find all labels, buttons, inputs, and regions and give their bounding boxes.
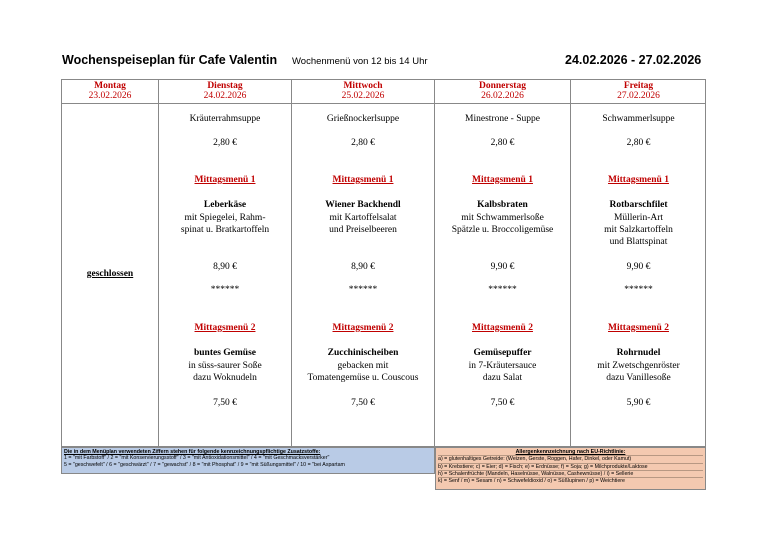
allergen-line: a) = glutenhaltiges Getreide: (Weizen, Gerste, Roggen, Hafer, Dinkel, oder Kamut) bbox=[438, 455, 703, 462]
menu1-label-text: Mittagsmenü 1 bbox=[332, 175, 394, 185]
allergen-legend bbox=[435, 447, 706, 490]
separator-stars: ****** bbox=[624, 285, 653, 295]
column-header bbox=[292, 80, 434, 104]
additives-legend bbox=[61, 447, 435, 474]
menu2-label-text: Mittagsmenü 2 bbox=[194, 323, 256, 333]
soup-price: 2,80 € bbox=[490, 138, 515, 148]
menu1-desc-line: mit Spiegelei, Rahm- bbox=[184, 213, 266, 223]
allergen-line: h) = Schalenfrüchte (Mandeln, Haselnüsse, Walnüsse, Cashewnüsse) / i) = Sellerie bbox=[438, 470, 703, 477]
page-subtitle: Wochenmenü von 12 bis 14 Uhr bbox=[292, 56, 428, 67]
day-date: 23.02.2026 bbox=[88, 91, 132, 101]
soup-price: 2,80 € bbox=[626, 138, 651, 148]
day-date: 25.02.2026 bbox=[341, 91, 385, 101]
column-header bbox=[62, 80, 158, 104]
menu2-label bbox=[159, 322, 291, 335]
menu1-price: 8,90 € bbox=[351, 262, 375, 272]
menu2-desc-line: dazu Woknudeln bbox=[193, 373, 257, 383]
soup-price: 2,80 € bbox=[213, 138, 237, 148]
menu2-label bbox=[435, 322, 570, 335]
menu2-price: 7,50 € bbox=[351, 398, 375, 408]
menu2-price: 7,50 € bbox=[490, 398, 515, 408]
column-header bbox=[435, 80, 570, 104]
menu1-dish: Kalbsbraten bbox=[477, 200, 528, 210]
allergen-line: b) = Krebstiere; c) = Eier; d) = Fisch; e) = Erdnüsse; f) = Soja; g) = Milchprodukte/Laktose bbox=[438, 463, 703, 470]
menu2-label-text: Mittagsmenü 2 bbox=[332, 323, 394, 333]
menu1-label bbox=[159, 174, 291, 187]
menu2-dish: Gemüsepuffer bbox=[473, 348, 532, 358]
additives-line: 5 = "geschwefelt" / 6 = "geschwärzt" / 7 = "gewachst" / 8 = "mit Phosphat" / 9 = "mit Süßungsmittel" / 10 = "bei Aspartam bbox=[64, 461, 345, 468]
menu1-dish: Leberkäse bbox=[203, 200, 247, 210]
day-name: Dienstag bbox=[207, 81, 243, 91]
menu1-label bbox=[435, 174, 570, 187]
menu1-desc-line: und Preiselbeeren bbox=[329, 225, 397, 235]
menu1-price: 8,90 € bbox=[213, 262, 237, 272]
soup-name: Minestrone - Suppe bbox=[465, 114, 540, 124]
menu1-label-text: Mittagsmenü 1 bbox=[472, 175, 533, 185]
menu1-label-text: Mittagsmenü 1 bbox=[194, 175, 256, 185]
column-monday bbox=[62, 80, 159, 446]
menu1-dish: Rotbarschfilet bbox=[609, 200, 668, 210]
menu2-dish: Zucchinischeiben bbox=[327, 348, 399, 358]
menu1-desc-line: mit Salzkartoffeln bbox=[604, 225, 673, 235]
column-dienstag bbox=[159, 80, 292, 446]
date-range: 24.02.2026 - 27.02.2026 bbox=[565, 53, 702, 67]
menu1-desc-line: mit Schwammerlsoße bbox=[461, 213, 544, 223]
menu1-dish: Wiener Backhendl bbox=[325, 200, 401, 210]
allergen-line: k) = Senf / m) = Sesam / n) = Schwefeldioxid / o) = Süßlupinen / p) = Weichtiere bbox=[438, 477, 703, 484]
column-freitag bbox=[571, 80, 706, 446]
menu1-price: 9,90 € bbox=[490, 262, 515, 272]
day-name: Freitag bbox=[623, 81, 654, 91]
column-donnerstag bbox=[435, 80, 571, 446]
menu1-desc-line: mit Kartoffelsalat bbox=[329, 213, 397, 223]
day-name: Donnerstag bbox=[479, 81, 526, 91]
additives-title: Die in dem Menüplan verwendeten Ziffern stehen für folgende kennzeichnungspflichtige Zusatzstoffe: bbox=[64, 449, 321, 455]
menu1-desc-line: Spätzle u. Broccoligemüse bbox=[451, 225, 554, 235]
separator-stars: ****** bbox=[210, 285, 240, 295]
page-title: Wochenspeiseplan für Cafe Valentin bbox=[62, 53, 278, 67]
closed-label: geschlossen bbox=[86, 269, 134, 279]
day-date: 24.02.2026 bbox=[203, 91, 247, 101]
menu2-label-text: Mittagsmenü 2 bbox=[608, 323, 669, 333]
day-date: 26.02.2026 bbox=[481, 91, 524, 101]
separator-stars: ****** bbox=[488, 285, 517, 295]
menu2-label-text: Mittagsmenü 2 bbox=[472, 323, 533, 333]
soup-name: Schwammerlsuppe bbox=[602, 114, 675, 124]
menu1-label bbox=[571, 174, 706, 187]
menu2-price: 7,50 € bbox=[213, 398, 237, 408]
column-mittwoch bbox=[292, 80, 435, 446]
separator-stars: ****** bbox=[348, 285, 378, 295]
soup-name: Kräuterrahmsuppe bbox=[189, 114, 261, 124]
column-header bbox=[159, 80, 291, 104]
menu2-desc-line: in 7-Kräutersauce bbox=[468, 361, 537, 371]
menu2-label bbox=[292, 322, 434, 335]
menu1-desc-line: Müllerin-Art bbox=[613, 213, 664, 223]
menu1-desc-line: spinat u. Bratkartoffeln bbox=[180, 225, 270, 235]
menu2-dish: buntes Gemüse bbox=[193, 348, 257, 358]
menu1-desc-line: und Blattspinat bbox=[609, 237, 668, 247]
menu1-label bbox=[292, 174, 434, 187]
day-name: Mittwoch bbox=[343, 81, 383, 91]
menu2-desc-line: gebacken mit bbox=[337, 361, 389, 371]
day-name: Montag bbox=[94, 81, 126, 91]
allergen-title: Allergenkennzeichnung nach EU-Richtlinie: bbox=[515, 449, 626, 455]
menu-table bbox=[61, 79, 706, 447]
menu2-desc-line: in süss-saurer Soße bbox=[188, 361, 262, 371]
soup-price: 2,80 € bbox=[351, 138, 375, 148]
menu2-price: 5,90 € bbox=[626, 398, 651, 408]
soup-name: Grießnockerlsuppe bbox=[326, 114, 400, 124]
additives-line: 1 = "mit Farbstoff" / 2 = "mit Konservierungsstoff" / 3 = "mit Antioxidationsmittel" / 4 = "mit Geschmacksverstärker" bbox=[64, 455, 330, 462]
menu2-label bbox=[571, 322, 706, 335]
day-date: 27.02.2026 bbox=[617, 91, 660, 101]
menu2-desc-line: mit Zwetschgenröster bbox=[597, 361, 680, 371]
menu2-desc-line: dazu Vanillesoße bbox=[606, 373, 671, 383]
menu2-desc-line: dazu Salat bbox=[482, 373, 523, 383]
column-header bbox=[571, 80, 706, 104]
menu1-label-text: Mittagsmenü 1 bbox=[608, 175, 669, 185]
menu2-desc-line: Tomatengemüse u. Couscous bbox=[307, 373, 419, 383]
menu1-price: 9,90 € bbox=[626, 262, 651, 272]
menu2-dish: Rohrnudel bbox=[616, 348, 661, 358]
